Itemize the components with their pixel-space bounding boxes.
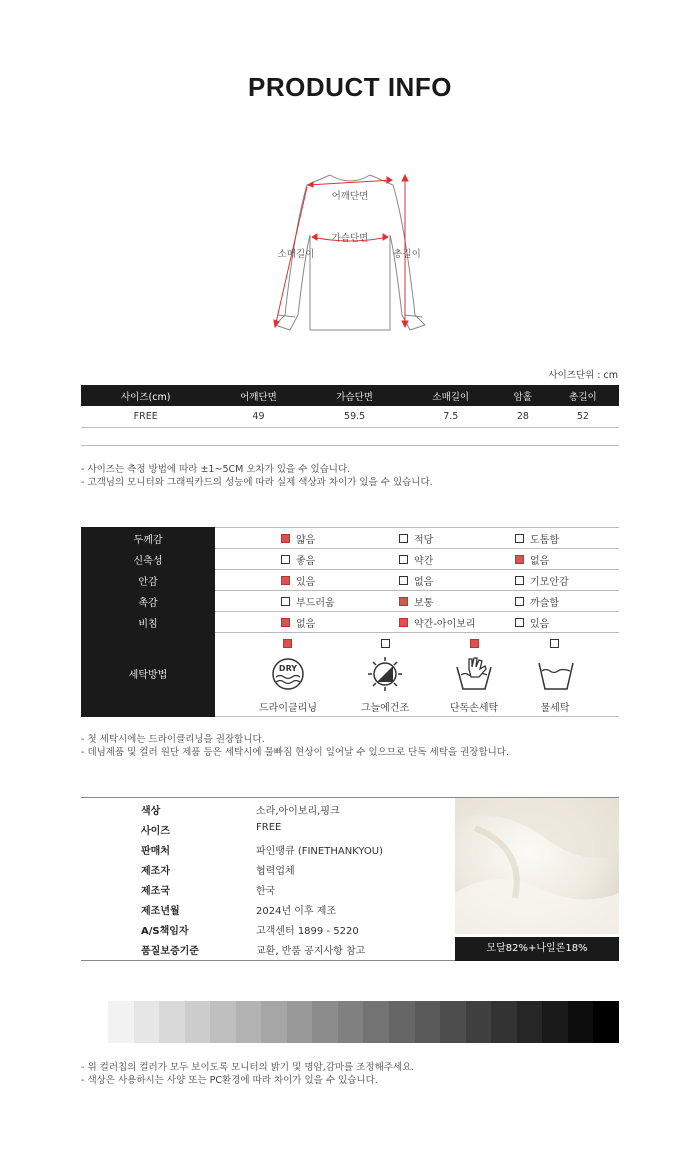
attr-option — [399, 573, 433, 588]
spec-key: 사이즈 — [141, 826, 170, 837]
note-line: - 위 컬러칩의 컬러가 모두 보이도록 모니터의 밝기 및 명암,감마를 조정해주세요. — [81, 1062, 415, 1073]
table-row — [81, 406, 619, 427]
attr-label-stretch: 신축성 — [133, 556, 163, 567]
gray-swatch — [338, 1001, 364, 1043]
wash-checkbox — [381, 639, 390, 648]
spec-value: 한국 — [256, 886, 276, 897]
option-checkbox — [399, 618, 408, 627]
fabric-photo — [455, 798, 619, 934]
option-checkbox — [399, 555, 408, 564]
note-line: - 데님제품 및 컬러 원단 제품 등은 세탁시에 물빠짐 현상이 일어날 수 있으므로 단독 세탁을 권장합니다. — [81, 747, 510, 758]
spec-value: FREE — [256, 822, 282, 833]
attr-option — [515, 531, 559, 546]
size-cell: 7.5 — [403, 406, 499, 427]
gray-swatch — [312, 1001, 338, 1043]
attr-option — [515, 615, 549, 630]
shade-dry-icon — [364, 655, 406, 693]
gray-swatch — [261, 1001, 287, 1043]
spec-key: A/S책임자 — [141, 926, 189, 937]
option-label: 까슬함 — [530, 598, 559, 609]
gray-swatch — [210, 1001, 236, 1043]
attr-option — [281, 594, 335, 609]
option-label: 도톰함 — [530, 535, 559, 546]
gray-swatch — [568, 1001, 594, 1043]
option-checkbox — [515, 534, 524, 543]
note-line: - 사이즈는 측정 방법에 따라 ±1~5CM 오차가 있을 수 있습니다. — [81, 464, 351, 475]
wash-label: 그늘에건조 — [360, 703, 410, 714]
attr-label-washing: 세탁방법 — [128, 670, 168, 681]
option-checkbox — [515, 555, 524, 564]
option-checkbox — [515, 576, 524, 585]
size-cell: FREE — [81, 406, 210, 427]
option-label: 적당 — [414, 535, 434, 546]
wash-checkbox — [470, 639, 479, 648]
wash-label: 드라이클리닝 — [259, 703, 317, 714]
spec-key: 품질보증기준 — [141, 946, 199, 957]
option-checkbox — [281, 576, 290, 585]
gray-swatch — [542, 1001, 568, 1043]
dry-mark: DRY — [278, 664, 298, 673]
spec-value: 소라,아이보리,핑크 — [256, 806, 340, 817]
option-label: 없음 — [296, 619, 316, 630]
gray-swatch — [185, 1001, 211, 1043]
wash-checkbox — [550, 639, 559, 648]
size-cell: 59.5 — [307, 406, 403, 427]
spec-key: 제조국 — [141, 886, 170, 897]
attr-label-thickness: 두께감 — [133, 535, 163, 546]
bottom-notes — [81, 1061, 414, 1087]
spec-value: 고객센터 1899 - 5220 — [256, 926, 359, 937]
option-label: 약간 — [414, 556, 434, 567]
fabric-texture-image — [455, 798, 619, 934]
size-header: 소매길이 — [403, 385, 499, 406]
attr-label-touch: 촉감 — [138, 598, 158, 609]
option-checkbox — [281, 534, 290, 543]
attr-option — [399, 531, 433, 546]
option-label: 얇음 — [296, 535, 316, 546]
spec-key: 색상 — [141, 806, 161, 817]
sleeve-label: 소매길이 — [277, 249, 315, 260]
hand-wash-icon — [453, 655, 495, 693]
chest-label: 가슴단면 — [331, 233, 369, 244]
gray-swatch — [593, 1001, 619, 1043]
gray-swatch — [440, 1001, 466, 1043]
wash-label: 물세탁 — [540, 703, 570, 714]
option-checkbox — [515, 618, 524, 627]
note-line: - 고객님의 모니터와 그래픽카드의 성능에 따라 실제 색상과 차이가 있을 수 있습니다. — [81, 477, 433, 488]
gray-swatch — [159, 1001, 185, 1043]
attr-option — [399, 552, 433, 567]
gray-swatch — [491, 1001, 517, 1043]
option-label: 있음 — [296, 577, 316, 588]
note-line: - 첫 세탁시에는 드라이클리닝을 권장합니다. — [81, 734, 265, 745]
option-checkbox — [399, 597, 408, 606]
attr-option — [515, 594, 559, 609]
dry-clean-icon — [268, 657, 308, 691]
spec-key: 제조자 — [141, 866, 170, 877]
attr-option — [399, 615, 476, 630]
option-label: 보통 — [414, 598, 434, 609]
size-cell: 52 — [547, 406, 619, 427]
gray-swatch — [108, 1001, 134, 1043]
attr-option — [281, 552, 315, 567]
page-title: PRODUCT INFO — [248, 72, 452, 102]
spec-key: 제조년월 — [141, 906, 180, 917]
attr-label-lining: 안감 — [138, 577, 158, 588]
spec-key: 판매처 — [141, 846, 170, 857]
gray-swatch — [415, 1001, 441, 1043]
size-table — [81, 385, 619, 428]
option-checkbox — [399, 576, 408, 585]
option-label: 없음 — [414, 577, 434, 588]
shoulder-label: 어깨단면 — [331, 191, 369, 202]
attr-label-sheer: 비침 — [138, 619, 158, 630]
size-header: 어깨단면 — [210, 385, 306, 406]
attr-option — [515, 552, 549, 567]
attr-option — [281, 531, 315, 546]
gray-swatch — [363, 1001, 389, 1043]
option-label: 없음 — [530, 556, 550, 567]
fabric-composition: 모달82%+나일론18% — [455, 937, 619, 961]
attr-option — [515, 573, 569, 588]
option-label: 약간-아이보리 — [414, 619, 476, 630]
grayscale-chart — [108, 1001, 619, 1043]
spec-value: 교환, 반품 공지사항 참고 — [256, 946, 366, 957]
attr-option — [281, 615, 315, 630]
option-checkbox — [281, 597, 290, 606]
spec-value: 2024년 이후 제조 — [256, 906, 337, 917]
gray-swatch — [134, 1001, 160, 1043]
gray-swatch — [466, 1001, 492, 1043]
size-unit: 사이즈단위 : cm — [548, 370, 618, 381]
option-checkbox — [281, 618, 290, 627]
size-cell: 49 — [210, 406, 306, 427]
size-header: 사이즈(cm) — [81, 385, 210, 406]
wash-label: 단독손세탁 — [449, 703, 499, 714]
gray-swatch — [389, 1001, 415, 1043]
option-label: 좋음 — [296, 556, 316, 567]
wash-checkbox — [283, 639, 292, 648]
wash-notes — [81, 733, 509, 759]
option-checkbox — [399, 534, 408, 543]
attr-option — [399, 594, 433, 609]
fabric-attributes — [81, 527, 619, 717]
option-label: 기모안감 — [530, 577, 569, 588]
gray-swatch — [517, 1001, 543, 1043]
option-label: 부드러움 — [296, 598, 335, 609]
size-header: 암홀 — [499, 385, 547, 406]
size-cell: 28 — [499, 406, 547, 427]
sweater-outline-icon — [250, 165, 450, 340]
size-header: 가슴단면 — [307, 385, 403, 406]
size-notes — [81, 463, 433, 489]
option-checkbox — [515, 597, 524, 606]
size-header: 총길이 — [547, 385, 619, 406]
gray-swatch — [287, 1001, 313, 1043]
option-checkbox — [281, 555, 290, 564]
size-diagram — [250, 165, 450, 340]
total-length-label: 총길이 — [393, 249, 421, 260]
spec-value: 협력업체 — [256, 866, 295, 877]
divider — [81, 445, 619, 446]
option-label: 있음 — [530, 619, 550, 630]
note-line: - 색상은 사용하시는 사양 또는 PC환경에 따라 차이가 있을 수 있습니다. — [81, 1075, 378, 1086]
spec-value: 파인땡큐 (FINETHANKYOU) — [256, 846, 384, 857]
water-wash-icon — [536, 657, 576, 693]
gray-swatch — [236, 1001, 262, 1043]
attr-option — [281, 573, 315, 588]
